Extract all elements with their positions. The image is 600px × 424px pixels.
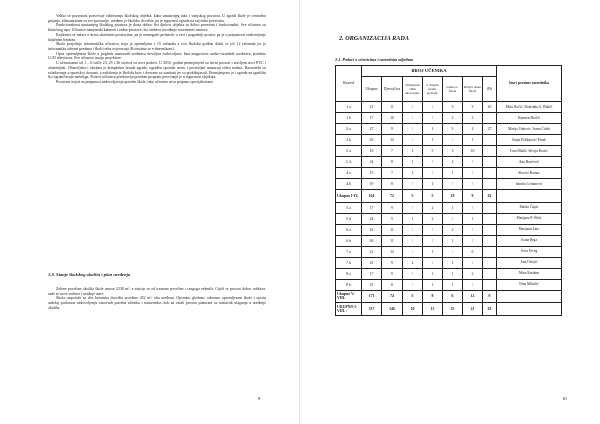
page-number-left: 9 — [258, 396, 261, 401]
teacher-name-cell: Marijana P.-Šikić — [497, 213, 562, 224]
count-cell: 1 — [423, 268, 443, 279]
table-row — [336, 135, 562, 146]
count-cell: 1 — [403, 146, 423, 157]
table-row — [336, 246, 562, 257]
header-broj-ucenika: BROJ UČENIKA — [362, 66, 497, 77]
count-cell: 1 — [463, 213, 483, 224]
count-cell: 25 — [362, 135, 382, 146]
header-razrednik: Ime i prezime razrednika — [497, 66, 562, 102]
teacher-name-cell: Ana Bavčević — [497, 157, 562, 168]
table-row — [336, 124, 562, 135]
count-cell: 1 — [443, 235, 463, 246]
count-cell: / — [403, 179, 423, 190]
count-cell: 12 — [463, 290, 483, 303]
paragraph: Školu posjeduje informatička učionica, koja je opremljena s 15 računala a ovu školsku godinu dobit će još 12 računala jer je informatika izborni predmet i školi treba ovjeravaju (Koristimo se e-dnevnikom). — [48, 42, 266, 52]
count-cell: 9 — [382, 202, 403, 213]
class-cell: 6.b — [336, 235, 362, 246]
count-cell: 17 — [362, 113, 382, 124]
count-cell: 2 — [423, 202, 443, 213]
count-cell: / — [403, 224, 423, 235]
count-cell: 164 — [362, 190, 382, 203]
count-cell: 1 — [443, 268, 463, 279]
count-cell: 25 — [443, 303, 463, 316]
table-row — [336, 213, 562, 224]
count-cell: 8 — [382, 179, 403, 190]
teacher-name-cell: Ivica Erceg — [497, 246, 562, 257]
count-cell: / — [403, 279, 423, 290]
students-table — [335, 65, 562, 316]
count-cell: 63 — [483, 190, 497, 203]
paragraph: Knjižnica se nalazi u dosta skučenim prostorima, pa je nemoguće probaviti u veći i pogodniji prostor pa je u potpunosti zadovoljenje knjižnim fondom. — [48, 32, 266, 42]
table-row — [336, 157, 562, 168]
count-cell: 8 — [423, 290, 443, 303]
paragraph: Prostorni uvjeti za potpunost zadovoljavaju potrebe škole, iako učionice nisu potpuno specijalizirane. — [56, 80, 214, 85]
count-cell: 1 — [423, 279, 443, 290]
count-cell: 10 — [403, 303, 423, 316]
table-row — [336, 279, 562, 290]
paragraph: Velika se pozornost posvećuje održavanju školskog objekta, kako unutarnjeg tako i vanjskog prostora. U zgradi škole je centralno grijanje, klimatizirane su sve prostorije, uređeno je školsko dvorište, pa je sigurnost zgrade na zaj ništa povećana. — [48, 14, 266, 23]
count-cell: 1 — [443, 202, 463, 213]
count-cell: 2 — [403, 257, 423, 268]
header-b: (B) — [483, 77, 497, 102]
subsection-title: 2.1. Podaci o učenicima i razrednim odjelima — [335, 57, 414, 62]
count-cell — [483, 157, 497, 168]
count-cell: / — [443, 246, 463, 257]
count-cell: 1 — [423, 246, 443, 257]
count-cell: 0 — [483, 290, 497, 303]
count-cell: 1 — [423, 135, 443, 146]
header-primjereni-oblik: Primjereni oblik školovanja — [403, 77, 423, 102]
class-cell: 8.b — [336, 279, 362, 290]
count-cell: / — [403, 102, 423, 113]
count-cell: / — [423, 257, 443, 268]
count-cell — [483, 146, 497, 157]
count-cell: 1 — [443, 168, 463, 179]
teacher-name-cell: Ana Ostojić — [497, 257, 562, 268]
paragraph: U učionicama od 1 – 6 ističe 23, 25 i 26 stolova su novi podovi. U 2010. godini promijenjeni su drvni prozori i stavljeni novi PVC i aluminijski. Obnovljena i obojena je kompletna fasada zgrade, ograđen sportski teren, i postavljen unutarnji video nadzor. Ravnoteže su svladavanje u sportskoj dvorani, a zaštićenja je školski krov i dvorane su sanirani jer su prokišnjavali. Promijenjena je i ograda na igralištu što ograničavaju nažaloga. Podovi učionica predstavlja poseban program povećanje je u sigurnosti objekata. — [48, 61, 266, 80]
count-cell: 11 — [382, 235, 403, 246]
count-cell: 2 — [443, 157, 463, 168]
count-cell: 1 — [403, 213, 423, 224]
count-cell: 1 — [443, 279, 463, 290]
summary-row — [336, 290, 562, 303]
count-cell: 7 — [382, 168, 403, 179]
count-cell: 17 — [362, 202, 382, 213]
count-cell: 5 — [423, 146, 443, 157]
count-cell: / — [443, 179, 463, 190]
count-cell: 1 — [463, 135, 483, 146]
count-cell: 1 — [423, 124, 443, 135]
count-cell: 21 — [362, 102, 382, 113]
count-cell: 74 — [382, 290, 403, 303]
class-cell: 3. a — [336, 146, 362, 157]
class-cell: 7.b — [336, 257, 362, 268]
count-cell: / — [403, 246, 423, 257]
teacher-name-cell: Ivana Brga — [497, 235, 562, 246]
teacher-name-cell: Marijana Zaro — [497, 224, 562, 235]
count-cell: 5 — [423, 190, 443, 203]
header-drugi-postupci: S drugim promj. postupk. — [423, 77, 443, 102]
count-cell — [483, 135, 497, 146]
class-cell: 1.b — [336, 113, 362, 124]
count-cell: 2 — [463, 268, 483, 279]
count-cell: 8 — [382, 279, 403, 290]
teacher-name-cell — [497, 303, 562, 316]
count-cell: 23 — [362, 279, 382, 290]
teacher-name-cell — [497, 290, 562, 303]
count-cell: 21 — [362, 246, 382, 257]
count-cell — [483, 257, 497, 268]
count-cell: 19 — [443, 190, 463, 203]
count-cell — [483, 246, 497, 257]
count-cell: 17 — [362, 268, 382, 279]
count-cell: / — [403, 113, 423, 124]
table-row — [336, 102, 562, 113]
count-cell: / — [423, 102, 443, 113]
count-cell: 5 — [382, 213, 403, 224]
count-cell — [483, 279, 497, 290]
count-cell — [483, 224, 497, 235]
count-cell: 16 — [463, 146, 483, 157]
header-putnici-2: Putnici putko Škola — [463, 77, 483, 102]
count-cell: 12 — [382, 135, 403, 146]
count-cell: 12 — [382, 246, 403, 257]
class-cell: 1.a — [336, 102, 362, 113]
class-cell: 7.a — [336, 246, 362, 257]
count-cell: 337 — [362, 303, 382, 316]
class-cell: 6.a — [336, 224, 362, 235]
count-cell: 15 — [362, 168, 382, 179]
summary-row — [336, 190, 562, 203]
count-cell: / — [423, 224, 443, 235]
class-cell: Ukupno I-IV. — [336, 190, 362, 203]
count-cell: 21 — [463, 303, 483, 316]
table-row — [336, 168, 562, 179]
right-page — [300, 0, 600, 424]
teacher-name-cell: Mirri Ročić, Dobrinka G. Blažić — [497, 102, 562, 113]
teacher-name-cell: Nina Mikačić — [497, 279, 562, 290]
table-row — [336, 235, 562, 246]
count-cell — [483, 268, 497, 279]
class-cell: 4.a — [336, 168, 362, 179]
table-row — [336, 202, 562, 213]
count-cell: 19 — [362, 179, 382, 190]
count-cell: 3 — [443, 113, 463, 124]
paragraph: Zelene površine okoliša škole iznose 2238 m², a sastoje se od travnate površine i razgoga zelenila. Cijeli se prostor dobro održava, sade se nove sadnice i uređuje stare. — [48, 287, 266, 296]
count-cell: 24 — [362, 213, 382, 224]
count-cell: 3 — [463, 113, 483, 124]
left-body-text — [48, 14, 266, 85]
table-row — [336, 113, 562, 124]
count-cell: 27 — [362, 124, 382, 135]
class-cell: UKUPNO I-VIII. : — [336, 303, 362, 316]
count-cell: 23 — [362, 257, 382, 268]
count-cell — [483, 235, 497, 246]
count-cell: 16 — [362, 146, 382, 157]
class-cell: 5.b — [336, 213, 362, 224]
count-cell: 3 — [443, 146, 463, 157]
count-cell: 9 — [382, 124, 403, 135]
teacher-name-cell: Mara Kardum — [497, 268, 562, 279]
count-cell: / — [403, 268, 423, 279]
header-ukupno: Ukupno — [362, 77, 382, 102]
count-cell — [483, 179, 497, 190]
count-cell: / — [443, 135, 463, 146]
count-cell: / — [403, 202, 423, 213]
class-cell: Ukupno V.-VIII. — [336, 290, 362, 303]
teacher-name-cell: Ivna Blažić, Silvija Krotić — [497, 146, 562, 157]
count-cell: 3 — [443, 124, 463, 135]
count-cell: 11 — [382, 224, 403, 235]
table-row — [336, 179, 562, 190]
count-cell: / — [423, 235, 443, 246]
count-cell: / — [403, 124, 423, 135]
count-cell — [483, 213, 497, 224]
count-cell: 2 — [423, 213, 443, 224]
table-row — [336, 268, 562, 279]
count-cell: 9 — [382, 268, 403, 279]
count-cell: 22 — [362, 224, 382, 235]
count-cell: 6 — [463, 246, 483, 257]
count-cell: 1 — [403, 157, 423, 168]
count-cell: / — [403, 135, 423, 146]
count-cell: 1 — [443, 257, 463, 268]
count-cell: 5 — [403, 190, 423, 203]
class-cell: 2.b — [336, 135, 362, 146]
count-cell: 11 — [382, 102, 403, 113]
count-cell: 2 — [443, 224, 463, 235]
count-cell: 173 — [362, 290, 382, 303]
class-cell: 8.a — [336, 268, 362, 279]
teacher-name-cell — [497, 190, 562, 203]
count-cell: 146 — [382, 303, 403, 316]
class-cell: 4.b — [336, 179, 362, 190]
count-cell: / — [463, 157, 483, 168]
count-cell: 5 — [403, 290, 423, 303]
summary-row — [336, 303, 562, 316]
count-cell: 2 — [403, 168, 423, 179]
count-cell: 7 — [382, 146, 403, 157]
count-cell: 9 — [463, 190, 483, 203]
count-cell: 1 — [423, 179, 443, 190]
count-cell: / — [463, 202, 483, 213]
count-cell: 26 — [362, 235, 382, 246]
table-row — [336, 224, 562, 235]
class-cell: 3. b — [336, 157, 362, 168]
count-cell: 8 — [382, 157, 403, 168]
count-cell: 63 — [483, 303, 497, 316]
count-cell: 3 — [463, 102, 483, 113]
count-cell: 9 — [382, 257, 403, 268]
teacher-name-cell: Karmen Borčić — [497, 113, 562, 124]
count-cell: / — [443, 213, 463, 224]
count-cell: 10 — [382, 113, 403, 124]
teacher-name-cell: Marija Vuković, Ivana Ćolak — [497, 124, 562, 135]
count-cell — [483, 113, 497, 124]
count-cell: / — [463, 235, 483, 246]
class-cell: 2.a — [336, 124, 362, 135]
page-number-right: 10 — [562, 396, 567, 401]
count-cell — [483, 202, 497, 213]
count-cell: / — [463, 224, 483, 235]
paragraph: Škola raspolaže sa dva betonska dvorišta površine 452 m², oba uređena. Općenito gledano, odnosno opremljenost škole i njezin sadržaj pridonosi zadovoljenju osnovnih potreba učenika i nastavnika, dok za ostali prostor planirani su nastavak ulaganja u uređenje okoliša. — [48, 296, 266, 310]
paragraph: Funkcionalnost unutarnjeg školskog prostora je dosta dobra. Svi djelovi objekta su dobro povezani i funkcionalni. Sve učionice su klasičnog tipa. Učionice namjenski kabineti i radne prostore, što otežava izvođenje suvremene nastave. — [48, 23, 266, 33]
count-cell: 6 — [443, 290, 463, 303]
left-body-text-2 — [48, 287, 266, 311]
count-cell: / — [463, 257, 483, 268]
class-cell: 5.a — [336, 202, 362, 213]
count-cell: 24 — [362, 157, 382, 168]
students-table-body — [336, 102, 562, 316]
count-cell — [483, 168, 497, 179]
count-cell: 20 — [483, 102, 497, 113]
table-row — [336, 146, 562, 157]
table-row — [336, 257, 562, 268]
teacher-name-cell: Slavica Romac — [497, 168, 562, 179]
count-cell: 13 — [423, 303, 443, 316]
teacher-name-cell: Sanja Poldrpović Pivak — [497, 135, 562, 146]
chapter-title: 2. ORGANIZACIJA RADA — [339, 35, 409, 42]
count-cell: / — [423, 157, 443, 168]
paragraph: Opća opremljenost škole u pogledu nastavnih sredstava dovoljna zadovoljava. Ima mogućnost audio-vizualnih sredstava, posebno LCD televizora. Sve učionice imaju projektore. — [48, 51, 266, 61]
count-cell: 72 — [382, 190, 403, 203]
count-cell: 2 — [463, 124, 483, 135]
count-cell: / — [463, 168, 483, 179]
count-cell: 3 — [443, 102, 463, 113]
teacher-name-cell: Marko Čupić — [497, 202, 562, 213]
section-heading: 1.3. Stanje školskog okoliša i plan uređenja — [48, 272, 131, 277]
teacher-name-cell: Sandra Cvitanović — [497, 179, 562, 190]
count-cell: / — [423, 113, 443, 124]
count-cell: / — [423, 168, 443, 179]
count-cell: / — [403, 235, 423, 246]
header-razred: Razred — [336, 66, 362, 102]
header-putnici-1: putnici I-Škola — [443, 77, 463, 102]
count-cell: / — [463, 179, 483, 190]
header-djevojcica: Djevojčica — [382, 77, 403, 102]
count-cell: 27 — [483, 124, 497, 135]
count-cell: / — [463, 279, 483, 290]
